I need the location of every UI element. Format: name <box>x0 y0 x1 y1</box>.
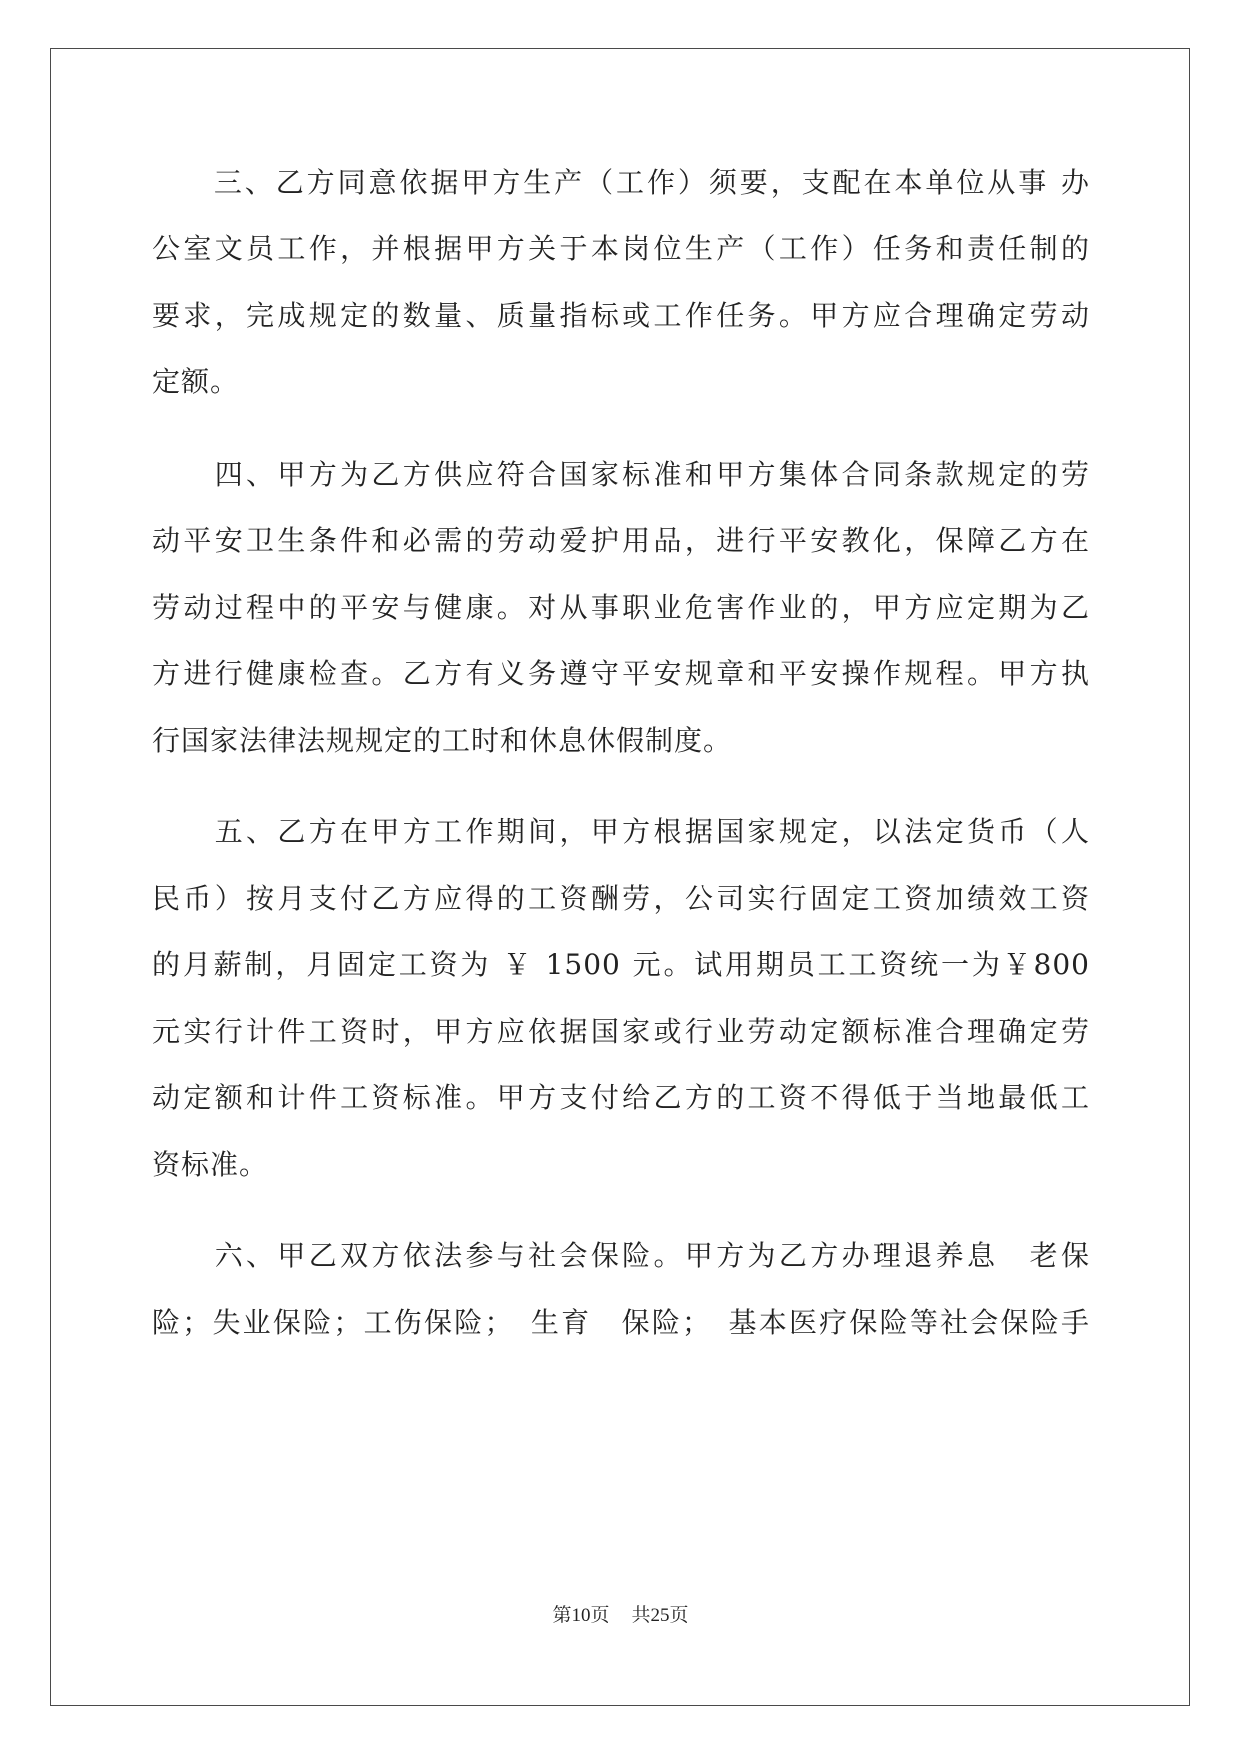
page-number: 第10页 <box>552 1605 610 1626</box>
paragraph-line: 五、乙方在甲方工作期间，甲方根据国家规定，以法定货币（人 <box>152 815 1090 848</box>
paragraph-line: 公室文员工作，并根据甲方关于本岗位生产（工作）任务和责任制的 <box>152 232 1090 265</box>
paragraph-line: 四、甲方为乙方供应符合国家标准和甲方集体合同条款规定的劳 <box>152 458 1090 491</box>
paragraph-line: 动定额和计件工资标准。甲方支付给乙方的工资不得低于当地最低工 <box>152 1081 1090 1114</box>
paragraph-line: 三、乙方同意依据甲方生产（工作）须要，支配在本单位从事 办 <box>152 166 1090 199</box>
paragraph-line: 的月薪制，月固定工资为 ￥ 1500 元。试用期员工工资统一为￥800 <box>152 948 1090 981</box>
paragraph-line: 行国家法律法规规定的工时和休息休假制度。 <box>152 724 733 757</box>
page-total: 共25页 <box>631 1605 689 1626</box>
paragraph-line: 动平安卫生条件和必需的劳动爱护用品，进行平安教化，保障乙方在 <box>152 524 1090 557</box>
paragraph-line: 资标准。 <box>152 1148 269 1181</box>
paragraph-line: 元实行计件工资时，甲方应依据国家或行业劳动定额标准合理确定劳 <box>152 1015 1090 1048</box>
paragraph-line: 六、甲乙双方依法参与社会保险。甲方为乙方办理退养息 老保 <box>152 1239 1090 1272</box>
paragraph-line: 险；失业保险；工伤保险； 生育 保险； 基本医疗保险等社会保险手 <box>152 1306 1090 1339</box>
paragraph-line: 要求，完成规定的数量、质量指标或工作任务。甲方应合理确定劳动 <box>152 299 1090 332</box>
paragraph-line: 民币）按月支付乙方应得的工资酬劳，公司实行固定工资加绩效工资 <box>152 882 1090 915</box>
paragraph-line: 劳动过程中的平安与健康。对从事职业危害作业的，甲方应定期为乙 <box>152 591 1090 624</box>
page-footer <box>0 1604 1241 1628</box>
paragraph-line: 定额。 <box>152 365 240 398</box>
paragraph-line: 方进行健康检查。乙方有义务遵守平安规章和平安操作规程。甲方执 <box>152 657 1090 690</box>
